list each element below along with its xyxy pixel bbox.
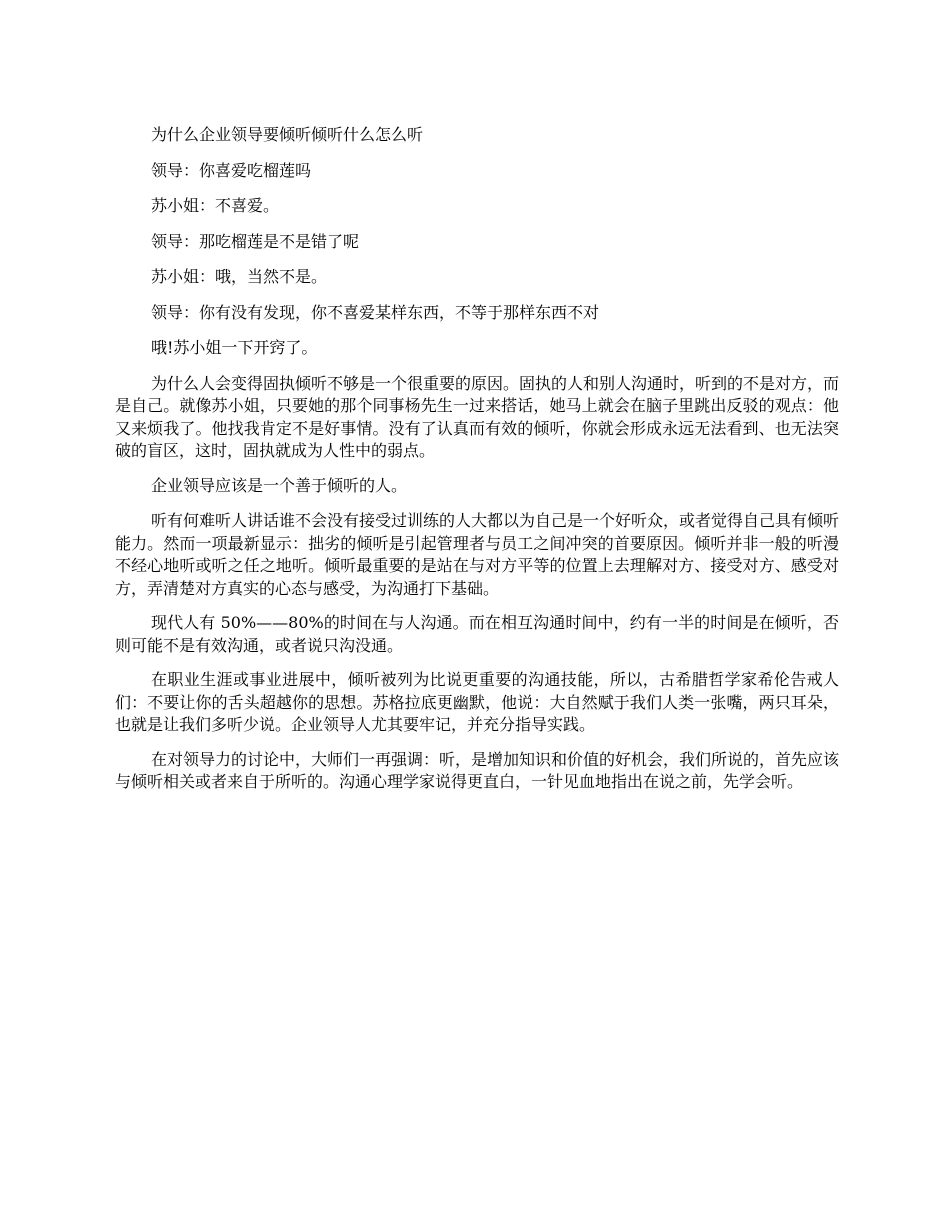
dialogue-line: 领导：那吃榴莲是不是错了呢 [151,231,360,251]
body-paragraph: 企业领导应该是一个善于倾听的人。 [151,475,408,495]
dialogue-line: 哦!苏小姐一下开窍了。 [151,338,318,357]
document-title: 为什么企业领导要倾听倾听什么怎么听 [151,125,424,144]
dialogue-line: 苏小姐：不喜爱。 [151,196,280,215]
dialogue-line: 领导：你有没有发现，你不喜爱某样东西，不等于那样东西不对 [151,302,600,322]
document-body [115,124,839,806]
dialogue-line: 领导：你喜爱吃榴莲吗 [151,160,312,180]
body-paragraph: 现代人有 50%——80%的时间在与人沟通。而在相互沟通时间中，约有一半的时间是在倾听，否则可能不是有效沟通，或者说只沟没通。 [115,613,839,655]
body-paragraph: 听有何难听人讲话谁不会没有接受过训练的人大都以为自己是一个好听众，或者觉得自己具有倾听能力。然而一项最新显示：拙劣的倾听是引起管理者与员工之间冲突的首要原因。倾听并非一般的听漫不经心地听或听之任之地听。倾听最重要的是站在与对方平等的位置上去理解对方、接受对方、感受对方，弄清楚对方真实的心态与感受，为沟通打下基础。 [115,511,840,598]
dialogue-line: 苏小姐：哦，当然不是。 [151,267,328,286]
body-paragraph: 在职业生涯或事业进展中，倾听被列为比说更重要的沟通技能，所以，古希腊哲学家希伦告戒人们：不要让你的舌头超越你的思想。苏格拉底更幽默，他说：大自然赋于我们人类一张嘴，两只耳朵，也就是让我们多听少说。企业领导人尤其要牢记，并充分指导实践。 [115,670,839,734]
body-paragraph: 在对领导力的讨论中，大师们一再强调：听，是增加知识和价值的好机会，我们所说的，首先应该与倾听相关或者来自于所听的。沟通心理学家说得更直白，一针见血地指出在说之前，先学会听。 [115,749,840,791]
body-paragraph: 为什么人会变得固执倾听不够是一个很重要的原因。固执的人和别人沟通时，听到的不是对方，而是自己。就像苏小姐，只要她的那个同事杨先生一过来搭话，她马上就会在脑子里跳出反驳的观点：他又来烦我了。他找我肯定不是好事情。没有了认真而有效的倾听，你就会形成永远无法看到、也无法突破的盲区，这时，固执就成为人性中的弱点。 [115,373,840,460]
